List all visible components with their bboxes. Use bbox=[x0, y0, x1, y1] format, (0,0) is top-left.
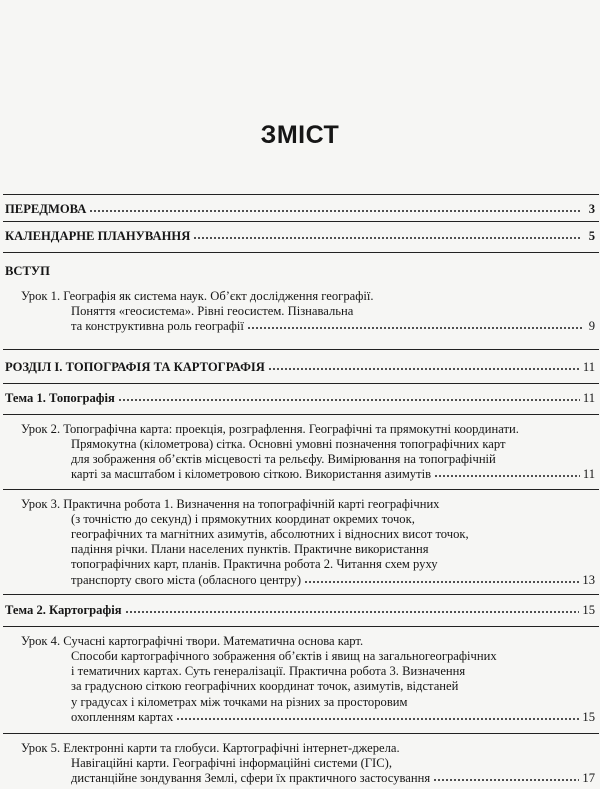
toc-entry-kalendar[interactable] bbox=[5, 228, 595, 244]
lesson-2-line: Прямокутна (кілометрова) сітка. Основні умовні позначення топографічних карт bbox=[71, 437, 506, 451]
divider bbox=[3, 194, 599, 195]
divider bbox=[3, 414, 599, 415]
divider bbox=[3, 383, 599, 384]
divider bbox=[3, 489, 599, 490]
toc-entry-title: Тема 2. Картографія bbox=[5, 603, 122, 617]
dot-leader bbox=[247, 326, 582, 330]
toc-entry-title: ПЕРЕДМОВА bbox=[5, 202, 87, 216]
toc-entry-urok1[interactable] bbox=[71, 318, 595, 334]
toc-entry-tema2[interactable] bbox=[5, 602, 595, 618]
toc-entry-tema1[interactable] bbox=[5, 390, 595, 406]
toc-entry-peredmova[interactable] bbox=[5, 201, 595, 217]
lesson-1-line: Урок 1. Географія як система наук. Об’єкт дослідження географії. bbox=[21, 289, 374, 303]
lesson-3-line: падіння річки. Плани населених пунктів. Практичне використання bbox=[71, 542, 429, 556]
dot-leader bbox=[268, 367, 580, 371]
toc-entry-rozdil1[interactable] bbox=[5, 359, 595, 375]
lesson-2-line: Урок 2. Топографічна карта: проекція, розграфлення. Географічні та прямокутні координати. bbox=[21, 422, 519, 436]
lesson-3-line: Урок 3. Практична робота 1. Визначення на топографічній карті географічних bbox=[21, 497, 440, 511]
page-number: 15 bbox=[582, 603, 595, 617]
divider bbox=[3, 733, 599, 734]
dot-leader bbox=[433, 778, 579, 782]
page-number: 17 bbox=[582, 771, 595, 785]
lesson-3-line: географічних та магнітних азимутів, абсолютних і відносних висот точок, bbox=[71, 527, 469, 541]
dot-leader bbox=[304, 580, 579, 584]
dot-leader bbox=[89, 209, 582, 213]
toc-entry-title: та конструктивна роль географії bbox=[71, 319, 244, 333]
lesson-3-line: (з точністю до секунд) і прямокутних координат окремих точок, bbox=[71, 512, 415, 526]
page-number: 15 bbox=[582, 710, 595, 724]
toc-entry-title: транспорту свого міста (обласного центру) bbox=[71, 573, 302, 587]
toc-entry-urok2[interactable] bbox=[71, 466, 595, 482]
toc-entry-title: карті за масштабом і кілометровою сіткою. Використання азимутів bbox=[71, 467, 432, 481]
toc-entry-urok4[interactable] bbox=[71, 709, 595, 725]
dot-leader bbox=[434, 474, 580, 478]
lesson-4-line: Урок 4. Сучасні картографічні твори. Математична основа карт. bbox=[21, 634, 364, 648]
lesson-4-line: у градусах і кілометрах між точками на різних за просторовим bbox=[71, 695, 408, 709]
page-number: 13 bbox=[582, 573, 595, 587]
page-number: 11 bbox=[582, 467, 595, 481]
dot-leader bbox=[193, 236, 582, 240]
toc-entry-urok3[interactable] bbox=[71, 572, 595, 588]
lesson-4-line: і тематичних картах. Суть генералізації. Практична робота 3. Визначення bbox=[71, 664, 466, 678]
toc-entry-title: дистанційне зондування Землі, сфери їх практичного застосування bbox=[71, 771, 431, 785]
lesson-3-line: топографічних карт, планів. Практична робота 2. Читання схем руху bbox=[71, 557, 438, 571]
divider bbox=[3, 594, 599, 595]
toc-entry-title: РОЗДІЛ І. ТОПОГРАФІЯ ТА КАРТОГРАФІЯ bbox=[5, 360, 265, 374]
divider bbox=[3, 221, 599, 222]
toc-entry-urok5[interactable] bbox=[71, 770, 595, 786]
divider bbox=[3, 349, 599, 350]
lesson-2-line: для зображення об’єктів місцевості та рельєфу. Вимірювання на топографічній bbox=[71, 452, 496, 466]
lesson-5-line: Урок 5. Електронні карти та глобуси. Картографічні інтернет-джерела. bbox=[21, 741, 400, 755]
page-number: 9 bbox=[588, 319, 595, 333]
page-number: 11 bbox=[582, 360, 595, 374]
divider bbox=[3, 252, 599, 253]
section-heading-vstup: ВСТУП bbox=[5, 264, 50, 278]
page-number: 11 bbox=[582, 391, 595, 405]
toc-entry-title: охопленням картах bbox=[71, 710, 174, 724]
lesson-4-line: за градусною сіткою географічних координат точок, азимутів, відстаней bbox=[71, 679, 459, 693]
lesson-4-line: Способи картографічного зображення об’єктів і явищ на загальногеографічних bbox=[71, 649, 497, 663]
toc-entry-title: КАЛЕНДАРНЕ ПЛАНУВАННЯ bbox=[5, 229, 191, 243]
page-number: 5 bbox=[588, 229, 595, 243]
divider bbox=[3, 626, 599, 627]
dot-leader bbox=[125, 610, 580, 614]
lesson-5-line: Навігаційні карти. Географічні інформаційні системи (ГІС), bbox=[71, 756, 392, 770]
dot-leader bbox=[176, 717, 579, 721]
lesson-1-line: Поняття «геосистема». Рівні геосистем. Пізнавальна bbox=[71, 304, 354, 318]
page-title: ЗМІСТ bbox=[260, 121, 340, 149]
page-number: 3 bbox=[588, 202, 595, 216]
toc-entry-title: Тема 1. Топографія bbox=[5, 391, 115, 405]
dot-leader bbox=[118, 398, 580, 402]
